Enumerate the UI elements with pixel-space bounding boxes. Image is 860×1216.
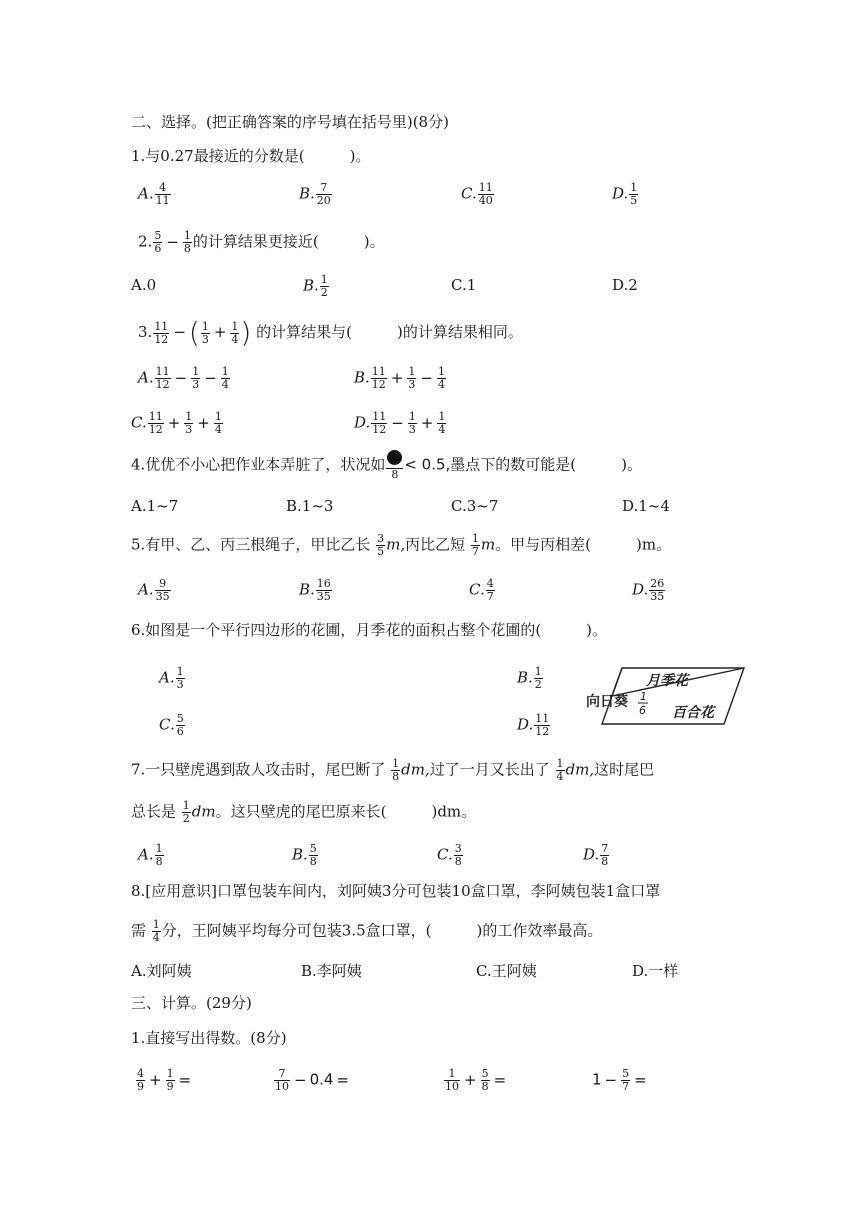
q8-option-b: B.李阿姨 xyxy=(301,962,362,980)
section-3-subtitle: 1.直接写出得数。(8分) xyxy=(131,1029,287,1047)
q6-option-d: D. $\frac{11}{12}$ xyxy=(517,712,550,738)
sunflower-fraction-numerator: 1 xyxy=(640,690,647,703)
q8-stem-line-1: 8.[应用意识]口罩包装车间内，刘阿姨3分可包装10盒口罩，李阿姨包装1盒口罩 xyxy=(131,882,661,900)
q1-option-d: D. $\frac{1}{5}$ xyxy=(612,181,638,207)
q2-option-d: D.2 xyxy=(612,276,638,294)
q7-option-a: A. $\frac{1}{8}$ xyxy=(138,842,163,868)
q4-stem: 4.优优不小心把作业本弄脏了，状况如 8 < 0.5,墨点下的数可能是( )。 xyxy=(131,450,642,481)
q6-stem: 6.如图是一个平行四边形的花圃，月季花的面积占整个花圃的( )。 xyxy=(131,621,608,639)
q7-stem-line-2: 总长是 $\frac{1}{2}$ dm。这只壁虎的尾巴原来长( )dm。 xyxy=(131,799,477,825)
sunflower-label: 向日葵 xyxy=(586,694,628,710)
q2-option-a: A.0 xyxy=(131,276,157,294)
lily-label: 百合花 xyxy=(672,705,714,721)
calc-expression-1: $\frac{4}{9}$ + $\frac{1}{9}$ = xyxy=(137,1067,192,1093)
q6-option-a: A. $\frac{1}{3}$ xyxy=(159,665,184,691)
q4-option-d: D.1~4 xyxy=(622,497,670,515)
q5-option-c: C. $\frac{4}{7}$ xyxy=(469,577,494,603)
q6-option-b: B. $\frac{1}{2}$ xyxy=(517,665,542,691)
ink-blot-fraction: 8 xyxy=(386,450,403,481)
q1-stem: 1.与0.27最接近的分数是( )。 xyxy=(131,147,371,165)
q8-option-a: A.刘阿姨 xyxy=(131,962,192,980)
q4-option-a: A.1~7 xyxy=(131,497,179,515)
q7-option-d: D. $\frac{7}{8}$ xyxy=(583,842,609,868)
q3-option-d: D. $\frac{11}{12}$ − $\frac{1}{3}$ + $\frac{1}{4}$ xyxy=(354,410,446,436)
q3-option-a: A. $\frac{11}{12}$ − $\frac{1}{3}$ − $\frac{1}{4}$ xyxy=(138,365,229,391)
q7-option-c: C. $\frac{3}{8}$ xyxy=(437,842,462,868)
q7-option-b: B. $\frac{5}{8}$ xyxy=(292,842,317,868)
q5-option-a: A. $\frac{9}{35}$ xyxy=(138,577,170,603)
q2-stem: 2. $\frac{5}{6}$ − $\frac{1}{8}$ 的计算结果更接近( )。 xyxy=(138,229,385,255)
calc-expression-4: 1 − $\frac{5}{7}$ = xyxy=(592,1067,647,1093)
q5-option-d: D. $\frac{26}{35}$ xyxy=(632,577,665,603)
q1-option-b: B. $\frac{7}{20}$ xyxy=(299,181,331,207)
section-2-title: 二、选择。(把正确答案的序号填在括号里)(8分) xyxy=(131,113,449,131)
calc-expression-3: $\frac{1}{10}$ + $\frac{5}{8}$ = xyxy=(445,1067,507,1093)
section-3-title: 三、计算。(29分) xyxy=(131,994,252,1012)
q3-stem: 3. $\frac{11}{12}$ − ( $\frac{1}{3}$ + $\frac{1}{4}$ ) 的计算结果与( )的计算结果相同。 xyxy=(138,316,523,349)
sunflower-fraction-denominator: 6 xyxy=(639,704,646,717)
parallelogram-garden-figure xyxy=(584,660,748,730)
ink-blot-icon xyxy=(387,450,402,465)
rose-label: 月季花 xyxy=(646,673,688,689)
q8-option-d: D.一样 xyxy=(632,962,679,980)
q4-option-c: C.3~7 xyxy=(451,497,499,515)
q4-option-b: B.1~3 xyxy=(286,497,334,515)
q8-option-c: C.王阿姨 xyxy=(476,962,537,980)
q1-option-a: A. $\frac{4}{11}$ xyxy=(138,181,170,207)
q3-option-b: B. $\frac{11}{12}$ + $\frac{1}{3}$ − $\frac{1}{4}$ xyxy=(354,365,445,391)
q5-option-b: B. $\frac{16}{35}$ xyxy=(299,577,331,603)
q2-option-c: C.1 xyxy=(451,276,477,294)
q8-stem-line-2: 需 $\frac{1}{4}$ 分，王阿姨平均每分可包装3.5盒口罩，( )的工作效率最高。 xyxy=(131,918,603,944)
q5-stem: 5.有甲、乙、丙三根绳子，甲比乙长 $\frac{3}{5}$ m,丙比乙短 $\frac{1}{7}$ m。甲与丙相差( )m。 xyxy=(131,532,672,558)
q1-option-c: C. $\frac{11}{40}$ xyxy=(461,181,493,207)
q7-stem-line-1: 7.一只壁虎遇到敌人攻击时，尾巴断了 $\frac{1}{8}$ dm,过了一月又长出了 $\frac{1}{4}$ dm,这时尾巴 xyxy=(131,757,655,783)
q2-option-b: B. $\frac{1}{2}$ xyxy=(303,273,328,299)
q6-option-c: C. $\frac{5}{6}$ xyxy=(159,712,184,738)
calc-expression-2: $\frac{7}{10}$ − 0.4 = xyxy=(275,1067,350,1093)
q3-option-c: C. $\frac{11}{12}$ + $\frac{1}{3}$ + $\frac{1}{4}$ xyxy=(131,410,222,436)
